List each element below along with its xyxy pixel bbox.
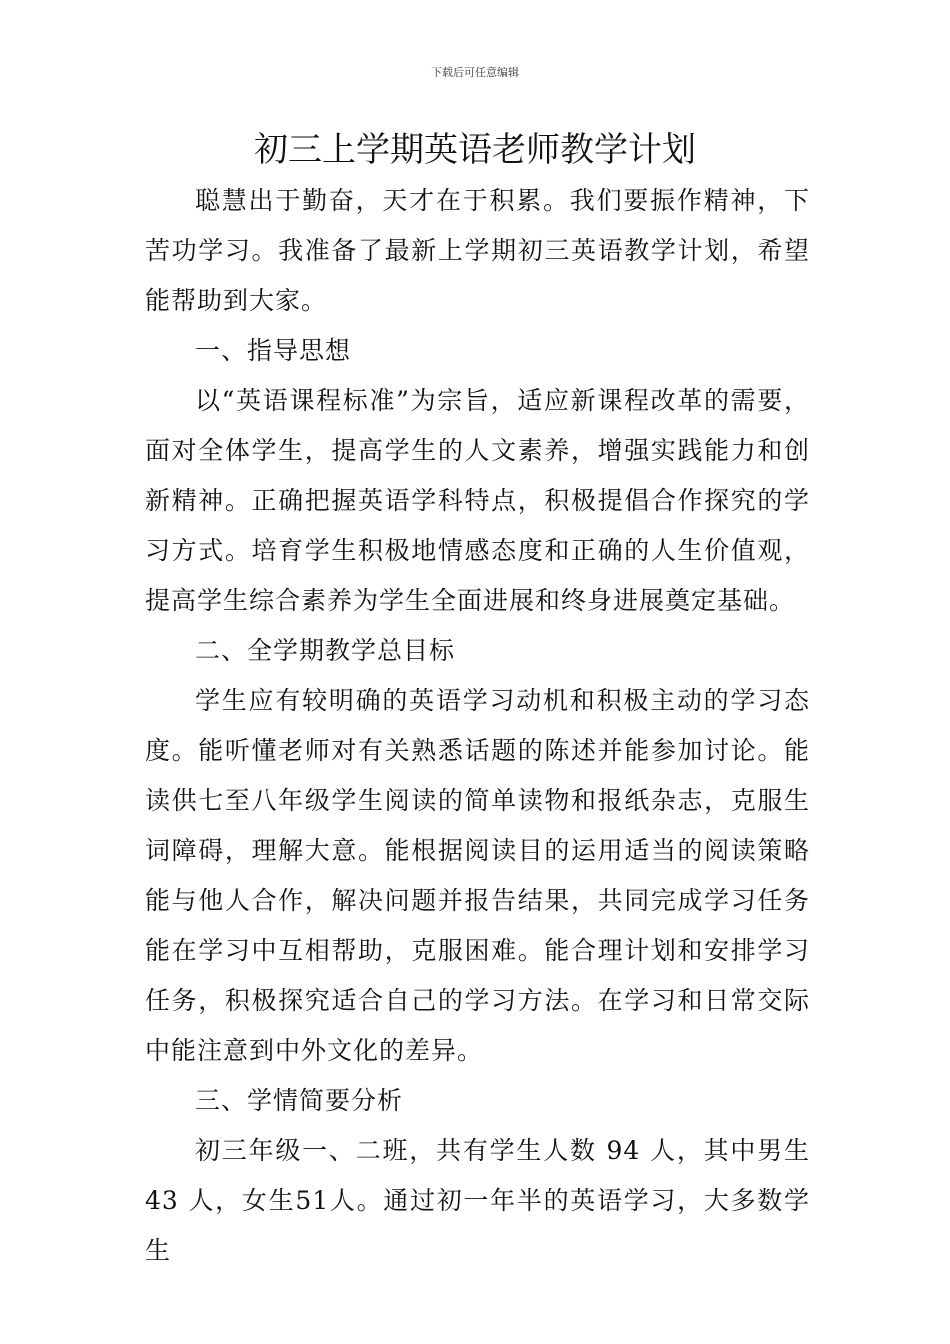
guiding-ideology-paragraph: 以“英语课程标准”为宗旨，适应新课程改革的需要，面对全体学生，提高学生的人文素养，增强实践能力和创新精神。正确把握英语学科特点，积极提倡合作探究的学习方式。培育学生积极地情感态度和正确的人生价值观，提高学生综合素养为学生全面进展和终身进展奠定基础。 (145, 386, 810, 615)
semester-goals-paragraph: 学生应有较明确的英语学习动机和积极主动的学习态度。能听懂老师对有关熟悉话题的陈述并能参加讨论。能读供七至八年级学生阅读的简单读物和报纸杂志，克服生词障碍，理解大意。能根据阅读目的运用适当的阅读策略能与他人合作，解决问题并报告结果，共同完成学习任务能在学习中互相帮助，克服困难。能合理计划和安排学习任务，积极探究适合自己的学习方法。在学习和日常交际中能注意到中外文化的差异。 (145, 686, 810, 1065)
document-title: 初三上学期英语老师教学计划 (254, 130, 696, 170)
header-note: 下载后可任意编辑 (431, 66, 519, 79)
student-analysis-paragraph: 初三年级一、二班，共有学生人数 94 人，其中男生 43 人，女生51人。通过初一年半的英语学习，大多数学生 (145, 1136, 810, 1265)
section-heading-student-analysis: 三、学情简要分析 (195, 1086, 404, 1115)
intro-paragraph: 聪慧出于勤奋，天才在于积累。我们要振作精神，下苦功学习。我准备了最新上学期初三英语教学计划，希望能帮助到大家。 (145, 186, 810, 315)
section-heading-semester-goals: 二、全学期教学总目标 (195, 636, 456, 665)
document-body (145, 176, 810, 1276)
section-heading-guiding-ideology: 一、指导思想 (195, 336, 352, 365)
